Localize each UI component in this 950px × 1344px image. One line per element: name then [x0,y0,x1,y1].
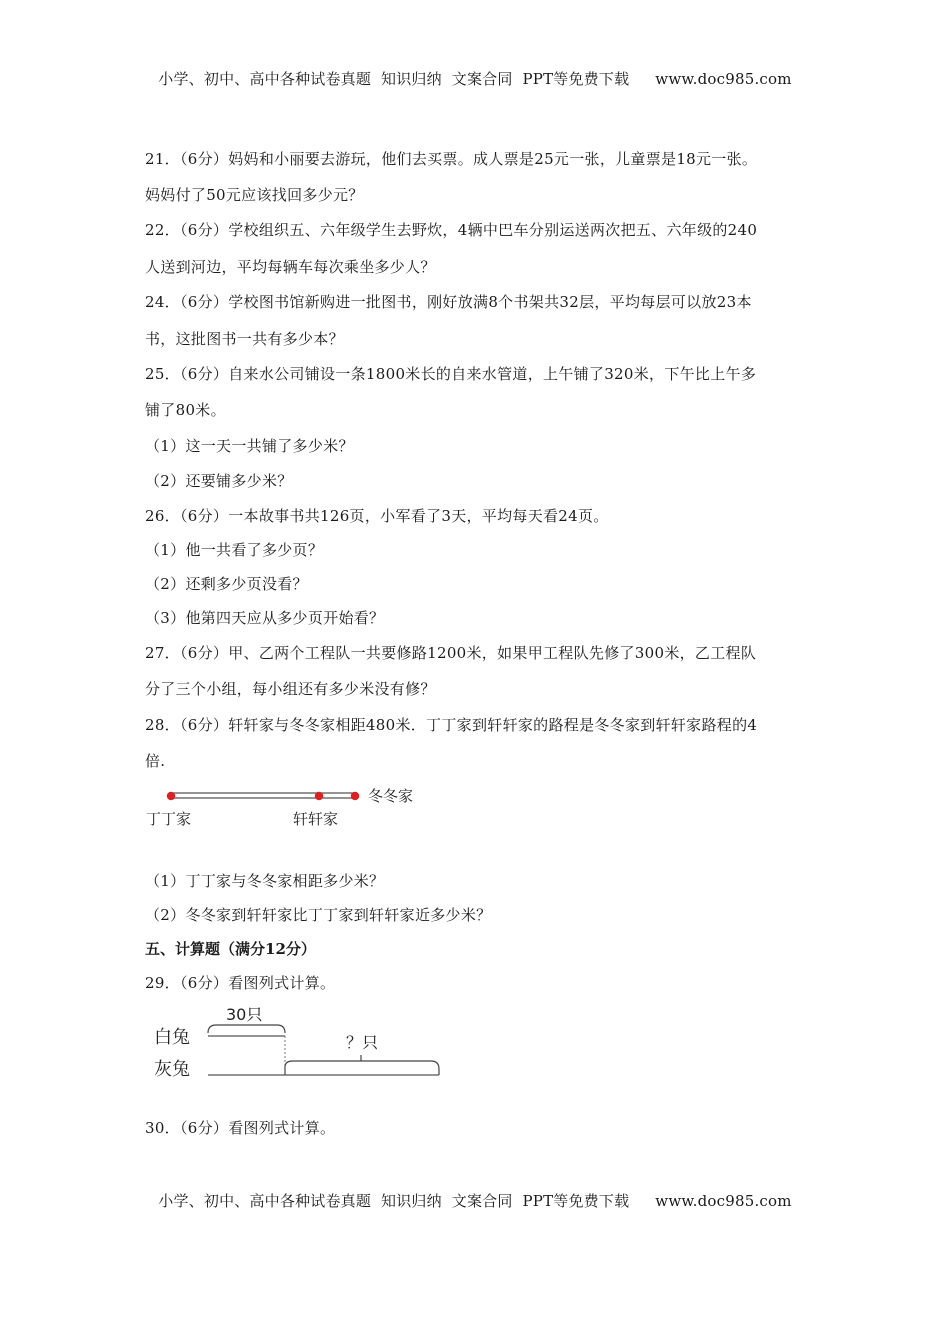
q25-line1: 25．（6分）自来水公司铺设一条1800米长的自来水管道，上午铺了320米，下午比上午多 [145,365,757,383]
footer-text: 小学、初中、高中各种试卷真题 知识归纳 文案合同 PPT等免费下载 [158,1192,630,1210]
q25-sub1: （1）这一天一共铺了多少米？ [145,437,354,455]
q26-sub2: （2）还剩多少页没看？ [145,575,308,593]
header-site: www.doc985.com [655,70,792,88]
q24-line2: 书，这批图书一共有多少本？ [145,330,344,348]
q28-sub1: （1）丁丁家与冬冬家相距多少米？ [145,872,385,890]
q26-sub3: （3）他第四天应从多少页开始看？ [145,609,385,627]
footer-site: www.doc985.com [655,1192,792,1210]
q28-label-dongdong: 冬冬家 [368,787,414,805]
q28-distance-diagram [140,780,440,832]
page-header [0,68,950,89]
q29-brace-white [208,1025,285,1033]
q24-line1: 24．（6分）学校图书馆新购进一批图书，刚好放满8个书架共32层，平均每层可以放23本 [145,293,752,311]
q26-sub1: （1）他一共看了多少页？ [145,541,324,559]
q28-line1: 28．（6分）轩轩家与冬冬家相距480米．丁丁家到轩轩家的路程是冬冬家到轩轩家路程的4 [145,716,758,734]
q25-sub2: （2）还要铺多少米？ [145,472,293,490]
q29-rabbit-diagram [148,1003,448,1083]
section5-title: 五、计算题（满分12分） [145,940,316,958]
q29-label-q: ？只 [346,1033,379,1052]
q29-label-gray: 灰兔 [154,1059,190,1080]
q26-line1: 26．（6分）一本故事书共126页，小军看了3天，平均每天看24页。 [145,507,609,525]
q27-line1: 27．（6分）甲、乙两个工程队一共要修路1200米，如果甲工程队先修了300米，乙工程队 [145,644,757,662]
q28-label-xuanxuan: 轩轩家 [293,810,339,828]
q29-brace-gray [285,1061,439,1075]
q29-label-white: 白兔 [154,1027,190,1048]
q21-line1: 21．（6分）妈妈和小丽要去游玩，他们去买票。成人票是25元一张，儿童票是18元一张。 [145,150,758,168]
q22-line2: 人送到河边，平均每辆车每次乘坐多少人？ [145,258,436,276]
header-text: 小学、初中、高中各种试卷真题 知识归纳 文案合同 PPT等免费下载 [158,70,630,88]
q28-dot-xuanxuan [315,792,323,800]
page-footer [0,1190,950,1211]
q28-label-dingding: 丁丁家 [146,810,192,828]
q25-line2: 铺了80米。 [145,401,226,419]
q22-line1: 22．（6分）学校组织五、六年级学生去野炊，4辆中巴车分别运送两次把五、六年级的240 [145,221,758,239]
q28-dot-dongdong [351,792,359,800]
q27-line2: 分了三个小组，每小组还有多少米没有修？ [145,680,436,698]
q29-line1: 29．（6分）看图列式计算。 [145,974,336,992]
q29-label-30: 30只 [226,1005,263,1024]
q30-line1: 30．（6分）看图列式计算。 [145,1119,336,1137]
q28-sub2: （2）冬冬家到轩轩家比丁丁家到轩轩家近多少米？ [145,906,492,924]
q28-dot-dingding [167,792,175,800]
q21-line2: 妈妈付了50元应该找回多少元？ [145,186,364,204]
q28-line2: 倍. [145,752,166,770]
